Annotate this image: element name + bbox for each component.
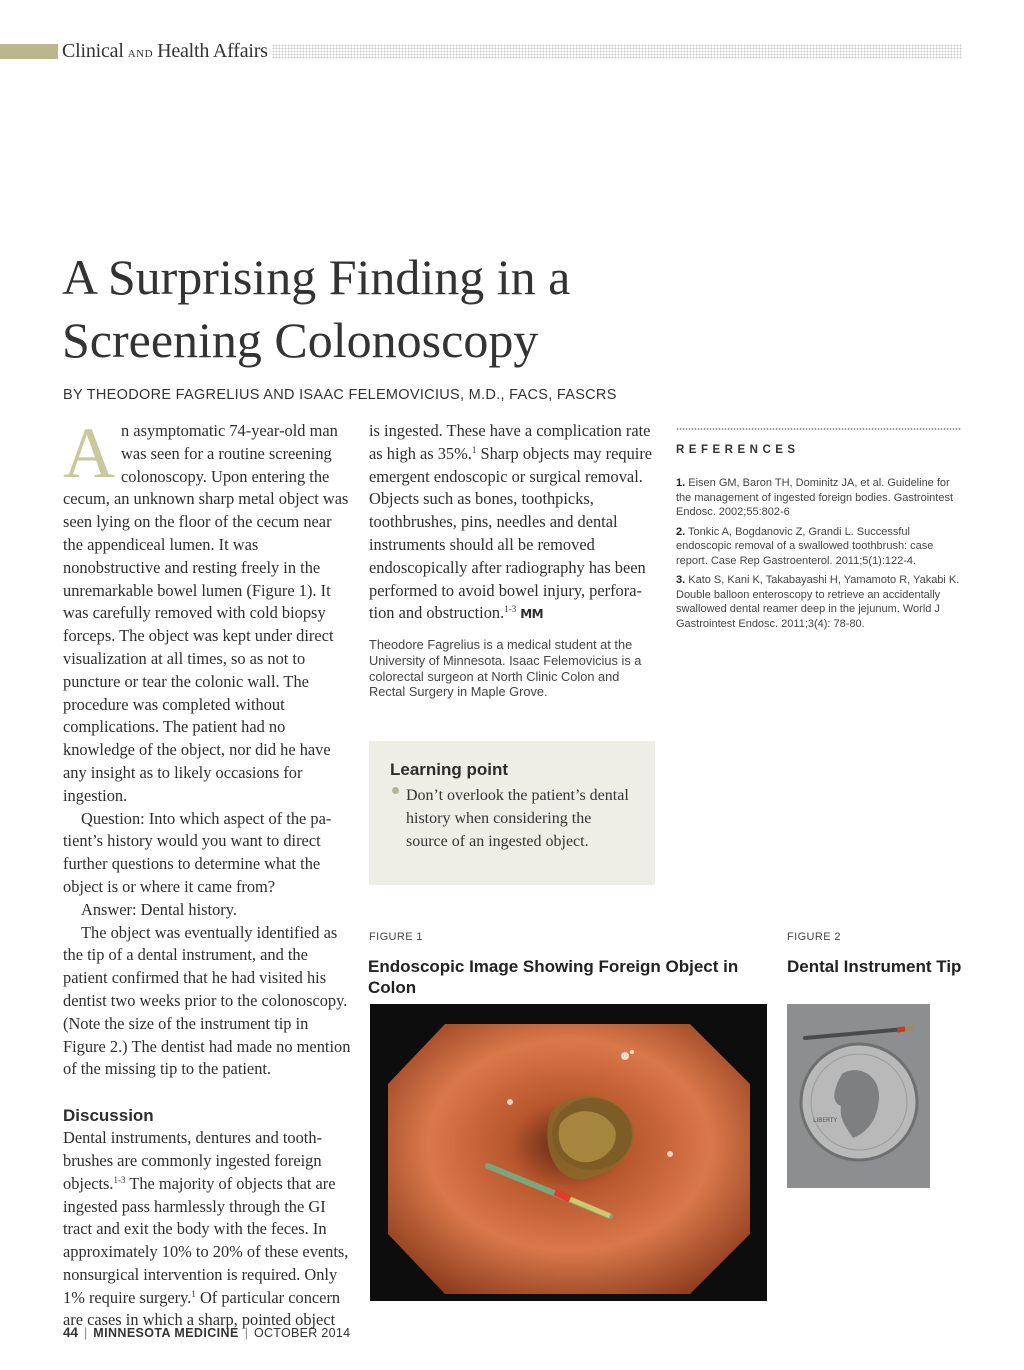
citation-superscript: 1 [191,1288,196,1299]
section-part1: Clinical [62,40,124,62]
coin-inscription: LIBERTY [813,1117,838,1124]
learning-point-heading: Learning point [390,760,509,779]
issue-date: OCTOBER 2014 [253,1326,351,1340]
continuation-text-b: Sharp objects may require emergent endoscopic or surgical removal. Objects such as bones, toothpicks, toothbrushes, pins, needles and dental instruments should all be removed endoscopically after radiography has been performed to avoid bowel injury, perforation and obstruction. [369,443,653,623]
footer-separator: | [244,1326,248,1340]
references-dotted-rule [676,428,961,430]
dental-tip-photo [787,1004,930,1188]
figure-2-label: FIGURE 2 [787,931,841,943]
continuation-paragraph [369,420,653,626]
reference-item [676,573,961,631]
title-line-2: Screening Colonoscopy [62,312,539,368]
body-column-1 [63,413,351,1332]
continuation-text-a: is ingested. These have a complication rate as high as 35%. [369,421,651,463]
end-mark: MM [520,607,544,622]
page-number: 44 [63,1325,79,1340]
header-dotted-rule [272,44,962,59]
body-column-2 [369,420,653,626]
drop-cap: A [63,413,115,493]
references-list [676,476,961,636]
page-footer [63,1325,350,1340]
footer-separator: | [84,1326,88,1340]
figure-1-title: Endoscopic Image Showing Foreign Object in Colon [368,957,739,997]
intro-paragraph [63,413,351,808]
answer-paragraph: Answer: Dental history. [81,899,237,919]
bullet-icon [392,787,399,794]
coin-and-instrument-illustration [787,1004,930,1188]
section-and: AND [127,48,154,60]
citation-superscript: 1-3 [113,1174,126,1185]
figure-1-label: FIGURE 1 [369,931,423,943]
article-title [62,246,682,372]
section-header [62,40,268,63]
reference-number: 1. [676,477,686,489]
reference-text: Eisen GM, Baron TH, Dominitz JA, et al. Guideline for the management of ingested foreign bodies. Gastrointest Endosc. 2002;55:802-6 [676,477,954,518]
figure-2-title: Dental Instrument Tip [787,957,962,976]
learning-point-box [369,741,655,885]
citation-superscript: 1 [471,444,477,455]
reference-item [676,525,961,569]
citation-superscript: 1-3 [504,604,517,615]
endoscopic-image [370,1004,767,1301]
reference-number: 2. [676,525,686,538]
title-line-1: A Surprising Finding in a [62,249,571,305]
discussion-heading: Discussion [63,1106,154,1126]
byline: BY THEODORE FAGRELIUS AND ISAAC FELEMOVICIUS, M.D., FACS, FASCRS [63,387,617,403]
header-accent-bar [0,44,58,59]
section-part2: Health Affairs [157,40,268,62]
reference-item [676,476,961,520]
question-paragraph: Question: Into which aspect of the patient’s history would you want to direct further questions to determine what the object is or where it came from? [63,808,332,896]
discussion-text-b: The majority of objects that are ingested pass harmlessly through the GI tract and exit the body with the feces. In approximately 10% to 20% of these events, nonsurgical intervention is required. Only 1% require surgery. [63,1173,349,1307]
magazine-name: MINNESOTA MEDICINE [93,1326,239,1340]
author-bio: Theodore Fagrelius is a medical student at the University of Minnesota. Isaac Felemovicius is a colorectal surgeon at North Clinic Colon and Rectal Surgery in Maple Grove. [369,637,642,700]
reference-number: 3. [676,574,686,586]
discussion-text-a: Dental instruments, dentures and toothbrushes are commonly ingested foreign objects. [63,1128,323,1193]
references-heading: REFERENCES [676,444,800,456]
discussion-paragraph [63,1127,351,1332]
intro-text: n asymptomatic 74-year-old man was seen for a routine screening colonoscopy. Upon entering the cecum, an unknown sharp metal object was seen lying on the floor of the cecum near the appendiceal lumen. It was nonobstructive and resting freely in the unremarkable bowel lumen (Figure 1). It was carefully removed with cold biopsy forceps. The object was kept under direct visualization at all times, so as not to puncture or tear the colonic wall. The procedure was completed without complications. The patient had no knowledge of the object, nor did he have any insight as to likely occasions for ingestion. [63,421,349,805]
reference-text: Kato S, Kani K, Takabayashi H, Yamamoto R, Yakabi K. Double balloon enteroscopy to retrieve an accidentally swallowed dental reamer deep in the jejunum. World J Gastrointest Endosc. 2011;3(4): 78-80. [676,574,960,630]
endoscopy-illustration [370,1004,767,1301]
reference-text: Tonkic A, Bogdanovic Z, Grandi L. Successful endoscopic removal of a swallowed toothbrush: case report. Case Rep Gastroenterol. 2011;5(1):122-4. [676,525,934,567]
identification-paragraph: The object was eventually identified as the tip of a dental instrument, and the patient confirmed that he had visited his dentist two weeks prior to the colonoscopy. (Note the size of the instrument tip in Figure 2.) The dentist had made no mention of the missing tip to the patient. [63,922,351,1079]
discussion-text-c: Of particular concern are cases in which a sharp, pointed object [63,1287,341,1330]
learning-point-text: Don’t overlook the patient’s dental history when considering the source of an ingested object. [406,787,629,850]
